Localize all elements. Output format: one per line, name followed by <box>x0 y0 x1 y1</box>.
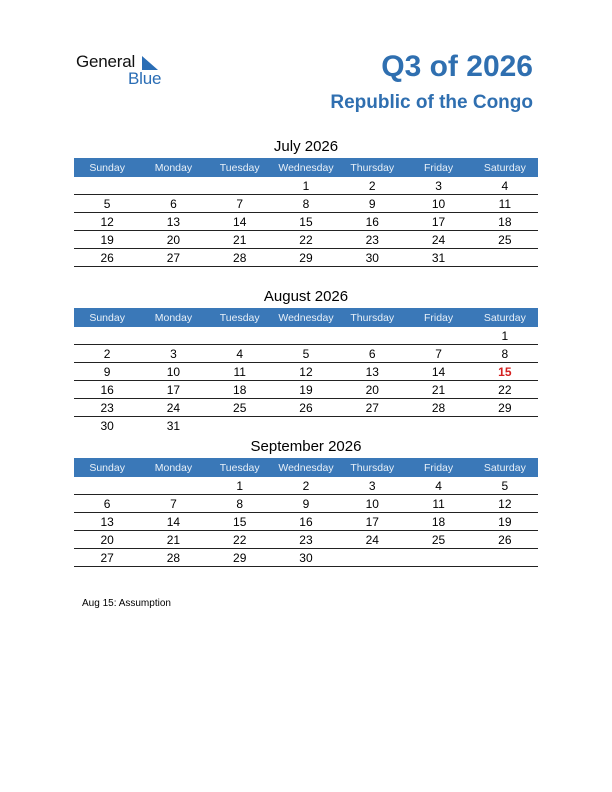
day-cell: 22 <box>472 381 538 399</box>
day-cell: 1 <box>273 177 339 195</box>
quarter-title: Q3 of 2026 <box>381 50 533 83</box>
day-cell: 9 <box>74 363 140 381</box>
day-cell: 9 <box>273 495 339 513</box>
empty-day-cell <box>140 327 206 345</box>
day-cell: 10 <box>140 363 206 381</box>
week-row <box>74 327 538 345</box>
empty-day-cell <box>74 177 140 195</box>
weekday-header: Monday <box>140 458 206 477</box>
day-cell: 7 <box>405 345 471 363</box>
day-cell: 7 <box>140 495 206 513</box>
day-cell: 11 <box>207 363 273 381</box>
day-cell: 27 <box>74 549 140 567</box>
logo <box>76 52 176 92</box>
day-cell: 29 <box>273 249 339 267</box>
logo-triangle-icon <box>142 54 160 70</box>
day-cell: 17 <box>140 381 206 399</box>
month-august <box>74 286 538 434</box>
week-row <box>74 399 538 417</box>
weekday-header: Sunday <box>74 158 140 177</box>
day-cell: 30 <box>273 549 339 567</box>
weekday-header: Sunday <box>74 458 140 477</box>
empty-day-cell <box>273 327 339 345</box>
day-cell: 31 <box>166 418 181 433</box>
week-row <box>74 495 538 513</box>
empty-day-cell <box>273 417 339 435</box>
day-cell: 29 <box>472 399 538 417</box>
day-cell: 18 <box>405 513 471 531</box>
weekday-header: Tuesday <box>207 458 273 477</box>
day-cell: 11 <box>472 195 538 213</box>
month-july <box>74 136 538 267</box>
day-cell: 26 <box>273 399 339 417</box>
day-cell: 24 <box>140 399 206 417</box>
day-cell: 8 <box>273 195 339 213</box>
day-cell: 6 <box>339 345 405 363</box>
day-cell: 22 <box>273 231 339 249</box>
day-cell: 12 <box>74 213 140 231</box>
day-cell: 4 <box>472 177 538 195</box>
empty-day-cell <box>207 177 273 195</box>
empty-day-cell <box>339 417 405 435</box>
week-row <box>74 477 538 495</box>
day-cell: 27 <box>140 249 206 267</box>
month-september <box>74 436 538 567</box>
day-cell: 21 <box>140 531 206 549</box>
weekday-header: Saturday <box>472 458 538 477</box>
week-row <box>74 177 538 195</box>
day-cell: 9 <box>339 195 405 213</box>
day-cell: 16 <box>339 213 405 231</box>
day-cell: 23 <box>273 531 339 549</box>
day-cell: 17 <box>405 213 471 231</box>
day-cell: 6 <box>140 195 206 213</box>
empty-day-cell <box>140 177 206 195</box>
day-cell: 10 <box>339 495 405 513</box>
logo-blue-text: Blue <box>128 69 162 88</box>
day-cell: 19 <box>273 381 339 399</box>
day-cell: 5 <box>273 345 339 363</box>
logo-general-text: General <box>76 52 136 71</box>
day-cell: 21 <box>405 381 471 399</box>
day-cell: 20 <box>339 381 405 399</box>
day-cell: 13 <box>74 513 140 531</box>
day-cell: 11 <box>405 495 471 513</box>
weekday-header: Tuesday <box>207 308 273 327</box>
day-cell: 10 <box>405 195 471 213</box>
day-cell: 3 <box>339 477 405 495</box>
day-cell: 1 <box>207 477 273 495</box>
day-cell: 17 <box>339 513 405 531</box>
weekday-header: Tuesday <box>207 158 273 177</box>
day-cell: 15 <box>207 513 273 531</box>
calendar-table <box>74 158 538 267</box>
day-cell: 26 <box>472 531 538 549</box>
day-cell: 18 <box>472 213 538 231</box>
day-cell: 24 <box>405 231 471 249</box>
weekday-header: Friday <box>405 458 471 477</box>
calendar-table <box>74 458 538 567</box>
day-cell: 16 <box>74 381 140 399</box>
week-row <box>74 531 538 549</box>
day-cell: 19 <box>74 231 140 249</box>
weekday-header: Monday <box>140 158 206 177</box>
day-cell: 13 <box>339 363 405 381</box>
day-cell: 14 <box>207 213 273 231</box>
weekday-header: Monday <box>140 308 206 327</box>
empty-day-cell <box>405 549 471 567</box>
week-row <box>74 213 538 231</box>
day-cell: 20 <box>140 231 206 249</box>
day-cell: 29 <box>207 549 273 567</box>
day-cell: 5 <box>74 195 140 213</box>
weekday-header: Thursday <box>339 308 405 327</box>
week-row <box>74 195 538 213</box>
day-cell: 24 <box>339 531 405 549</box>
day-cell: 20 <box>74 531 140 549</box>
day-cell: 4 <box>405 477 471 495</box>
empty-day-cell <box>140 477 206 495</box>
weekday-header: Sunday <box>74 308 140 327</box>
day-cell: 28 <box>207 249 273 267</box>
weekday-header: Thursday <box>339 458 405 477</box>
empty-day-cell <box>74 477 140 495</box>
day-cell: 23 <box>74 399 140 417</box>
month-title: September 2026 <box>250 438 362 455</box>
day-cell: 14 <box>405 363 471 381</box>
day-cell: 16 <box>273 513 339 531</box>
day-cell: 15 <box>472 363 538 381</box>
empty-day-cell <box>405 417 471 435</box>
day-cell: 3 <box>405 177 471 195</box>
day-cell: 31 <box>405 249 471 267</box>
weekday-header: Friday <box>405 308 471 327</box>
day-cell: 8 <box>207 495 273 513</box>
week-row <box>74 549 538 567</box>
week-row <box>74 345 538 363</box>
empty-day-cell <box>472 249 538 267</box>
day-cell: 14 <box>140 513 206 531</box>
day-cell: 27 <box>339 399 405 417</box>
day-cell: 3 <box>140 345 206 363</box>
empty-day-cell <box>339 549 405 567</box>
holiday-notes <box>82 598 171 609</box>
weekday-header: Thursday <box>339 158 405 177</box>
empty-day-cell <box>339 327 405 345</box>
empty-day-cell <box>74 327 140 345</box>
day-cell: 22 <box>207 531 273 549</box>
weekday-header: Friday <box>405 158 471 177</box>
day-cell: 21 <box>207 231 273 249</box>
day-cell: 25 <box>207 399 273 417</box>
month-title: August 2026 <box>263 288 349 305</box>
day-cell: 5 <box>472 477 538 495</box>
holiday-note: Aug 15: Assumption <box>82 598 171 609</box>
week-row <box>74 249 538 267</box>
day-cell: 28 <box>405 399 471 417</box>
day-cell: 25 <box>405 531 471 549</box>
day-cell: 6 <box>74 495 140 513</box>
day-cell: 23 <box>339 231 405 249</box>
day-cell: 26 <box>74 249 140 267</box>
day-cell: 12 <box>273 363 339 381</box>
day-cell: 7 <box>207 195 273 213</box>
empty-day-cell <box>207 327 273 345</box>
empty-day-cell <box>472 417 538 435</box>
weekday-header: Saturday <box>472 308 538 327</box>
day-cell: 13 <box>140 213 206 231</box>
day-cell: 30 <box>100 418 114 433</box>
day-cell: 28 <box>140 549 206 567</box>
day-cell: 30 <box>339 249 405 267</box>
day-cell: 2 <box>74 345 140 363</box>
weekday-header: Wednesday <box>273 308 339 327</box>
empty-day-cell <box>207 417 273 435</box>
empty-day-cell <box>405 327 471 345</box>
day-cell: 1 <box>472 327 538 345</box>
empty-day-cell <box>472 549 538 567</box>
day-cell: 2 <box>339 177 405 195</box>
weekday-header: Saturday <box>472 158 538 177</box>
country-title: Republic of the Congo <box>330 92 533 113</box>
day-cell: 2 <box>273 477 339 495</box>
weekday-header: Wednesday <box>273 158 339 177</box>
month-title: July 2026 <box>273 138 339 155</box>
day-cell: 15 <box>273 213 339 231</box>
week-row <box>74 363 538 381</box>
day-cell: 18 <box>207 381 273 399</box>
week-row <box>74 417 538 435</box>
calendar-table <box>74 308 538 434</box>
weekday-header: Wednesday <box>273 458 339 477</box>
week-row <box>74 513 538 531</box>
day-cell: 19 <box>472 513 538 531</box>
day-cell: 4 <box>207 345 273 363</box>
day-cell: 8 <box>472 345 538 363</box>
week-row <box>74 231 538 249</box>
day-cell: 25 <box>472 231 538 249</box>
week-row <box>74 381 538 399</box>
day-cell: 12 <box>472 495 538 513</box>
